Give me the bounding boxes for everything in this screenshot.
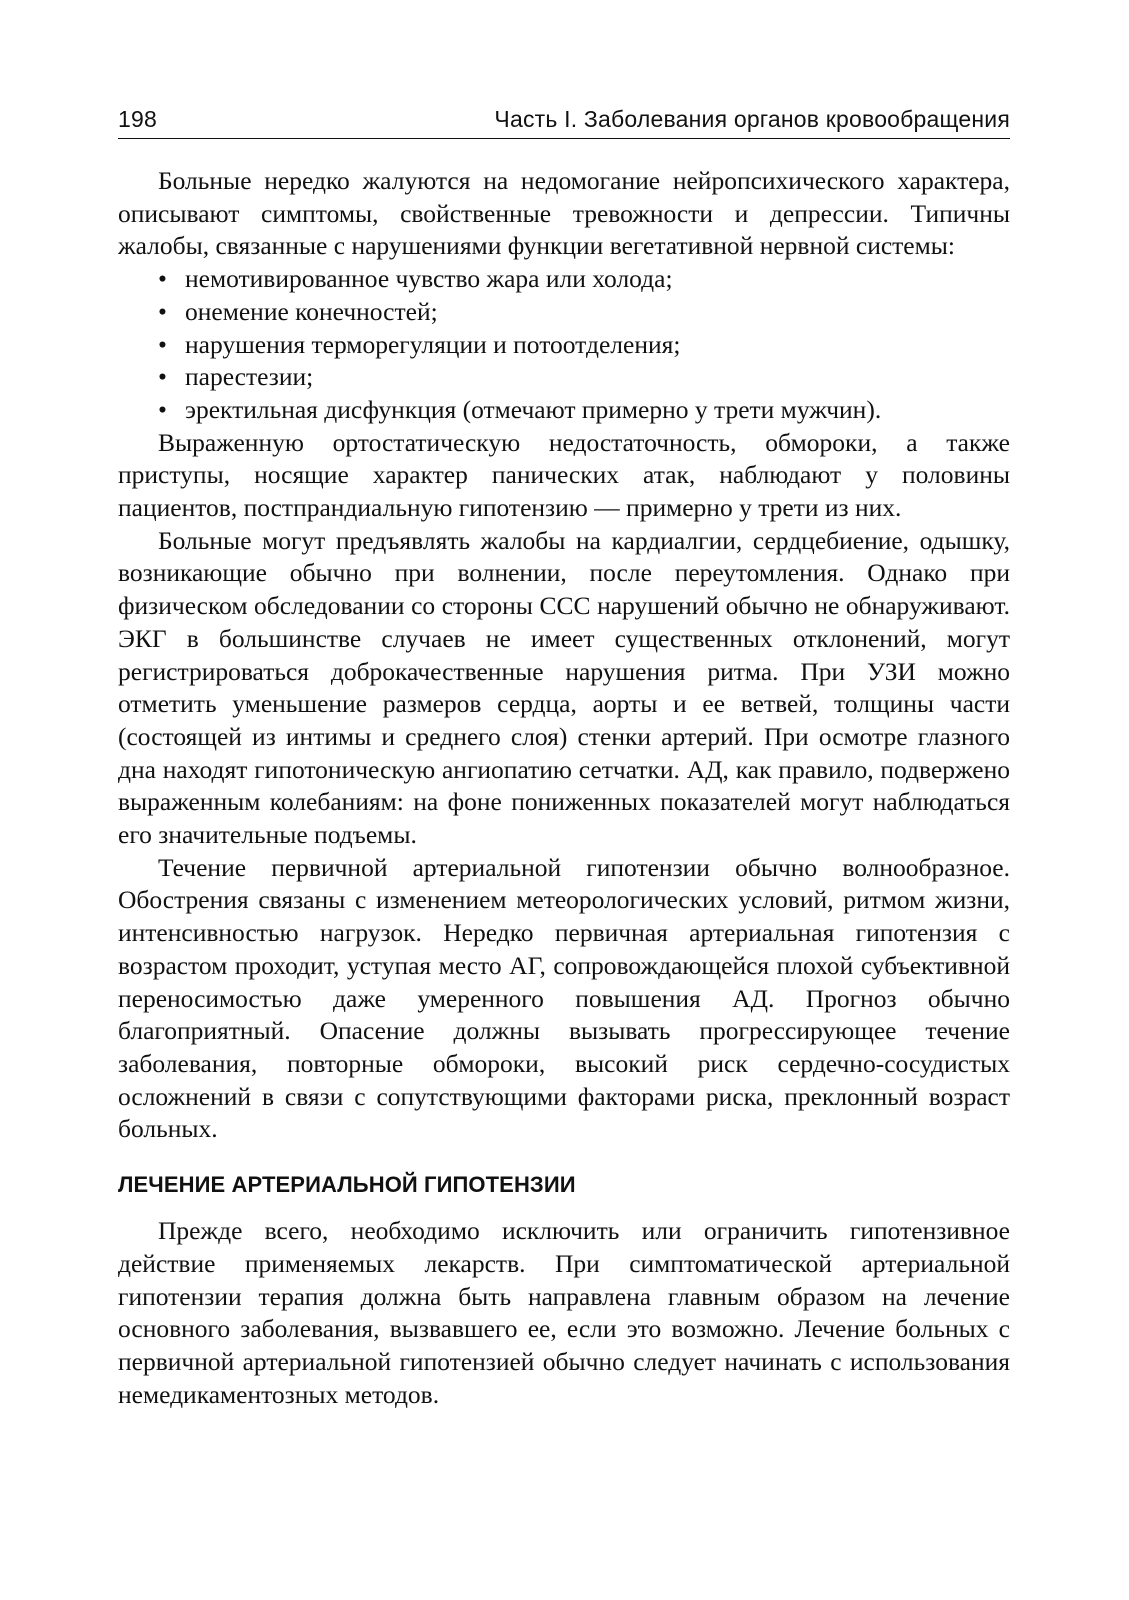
- symptom-list: [118, 263, 1010, 427]
- bullet-icon: •: [158, 329, 167, 359]
- paragraph-orthostatic: Выраженную ортостатическую недостаточность, обмороки, а также приступы, носящие характер панических атак, наблюдают у половины пациентов, постпрандиальную гипотензию — примерно у трети из них.: [118, 427, 1010, 523]
- bullet-icon: •: [158, 394, 167, 424]
- running-head: [118, 104, 1010, 139]
- body-text: [118, 165, 1010, 1411]
- list-item: [158, 263, 1010, 296]
- bullet-icon: •: [158, 296, 167, 326]
- list-item-text: нарушения терморегуляции и потоотделения;: [185, 329, 681, 359]
- list-item-text: немотивированное чувство жара или холода;: [185, 264, 673, 294]
- book-page: [118, 104, 1010, 1411]
- list-item: [158, 296, 1010, 329]
- bullet-icon: •: [158, 264, 167, 294]
- paragraph-complaints: Больные нередко жалуются на недомогание нейропсихического характера, описывают симптомы, свойственные тревожности и депрессии. Типичны жалобы, связанные с нарушениями функции вегетативной нервной системы:: [118, 166, 1010, 261]
- list-item: [158, 329, 1010, 362]
- list-item-text: онемение конечностей;: [185, 296, 438, 326]
- list-item-text: эректильная дисфункция (отмечают примерно у трети мужчин).: [185, 394, 882, 424]
- list-item-text: парестезии;: [185, 362, 314, 392]
- bullet-icon: •: [158, 362, 167, 392]
- page-number: 198: [118, 106, 157, 132]
- paragraph-cardialgia: Больные могут предъявлять жалобы на кардиалгии, сердцебиение, одышку, возникающие обычно при волнении, после переутомления. Однако при физическом обследовании со стороны ССС нарушений обычно не обнаруживают. ЭКГ в большинстве случаев не имеет существенных отклонений, могут регистрироваться доброкачественные нарушения ритма. При УЗИ можно отметить уменьшение размеров сердца, аорты и ее ветвей, толщины части (состоящей из интимы и среднего слоя) стенки артерий. При осмотре глазного дна находят гипотоническую ангиопатию сетчатки. АД, как правило, подвержено выраженным колебаниям: на фоне пониженных показателей могут наблюдаться его значительные подъемы.: [118, 525, 1010, 850]
- running-title: Часть I. Заболевания органов кровообращения: [494, 106, 1010, 132]
- section-heading: ЛЕЧЕНИЕ АРТЕРИАЛЬНОЙ ГИПОТЕНЗИИ: [118, 1172, 576, 1198]
- list-item: [158, 394, 1010, 427]
- paragraph-treatment: Прежде всего, необходимо исключить или ограничить гипотензивное действие применяемых лекарств. При симптоматической артериальной гипотензии терапия должна быть направлена главным образом на лечение основного заболевания, вызвавшего ее, если это возможно. Лечение больных с первичной артериальной гипотензией обычно следует начинать с использования немедикаментозных методов.: [118, 1216, 1010, 1409]
- list-item: [158, 361, 1010, 394]
- paragraph-course: Течение первичной артериальной гипотензии обычно волнообразное. Обострения связаны с изменением метеорологических условий, ритмом жизни, интенсивностью нагрузок. Нередко первичная артериальная гипотензия с возрастом проходит, уступая место АГ, сопровождающейся плохой субъективной переносимостью даже умеренного повышения АД. Прогноз обычно благоприятный. Опасение должны вызывать прогрессирующее течение заболевания, повторные обмороки, высокий риск сердечно-сосудистых осложнений в связи с сопутствующими факторами риска, преклонный возраст больных.: [118, 852, 1010, 1144]
